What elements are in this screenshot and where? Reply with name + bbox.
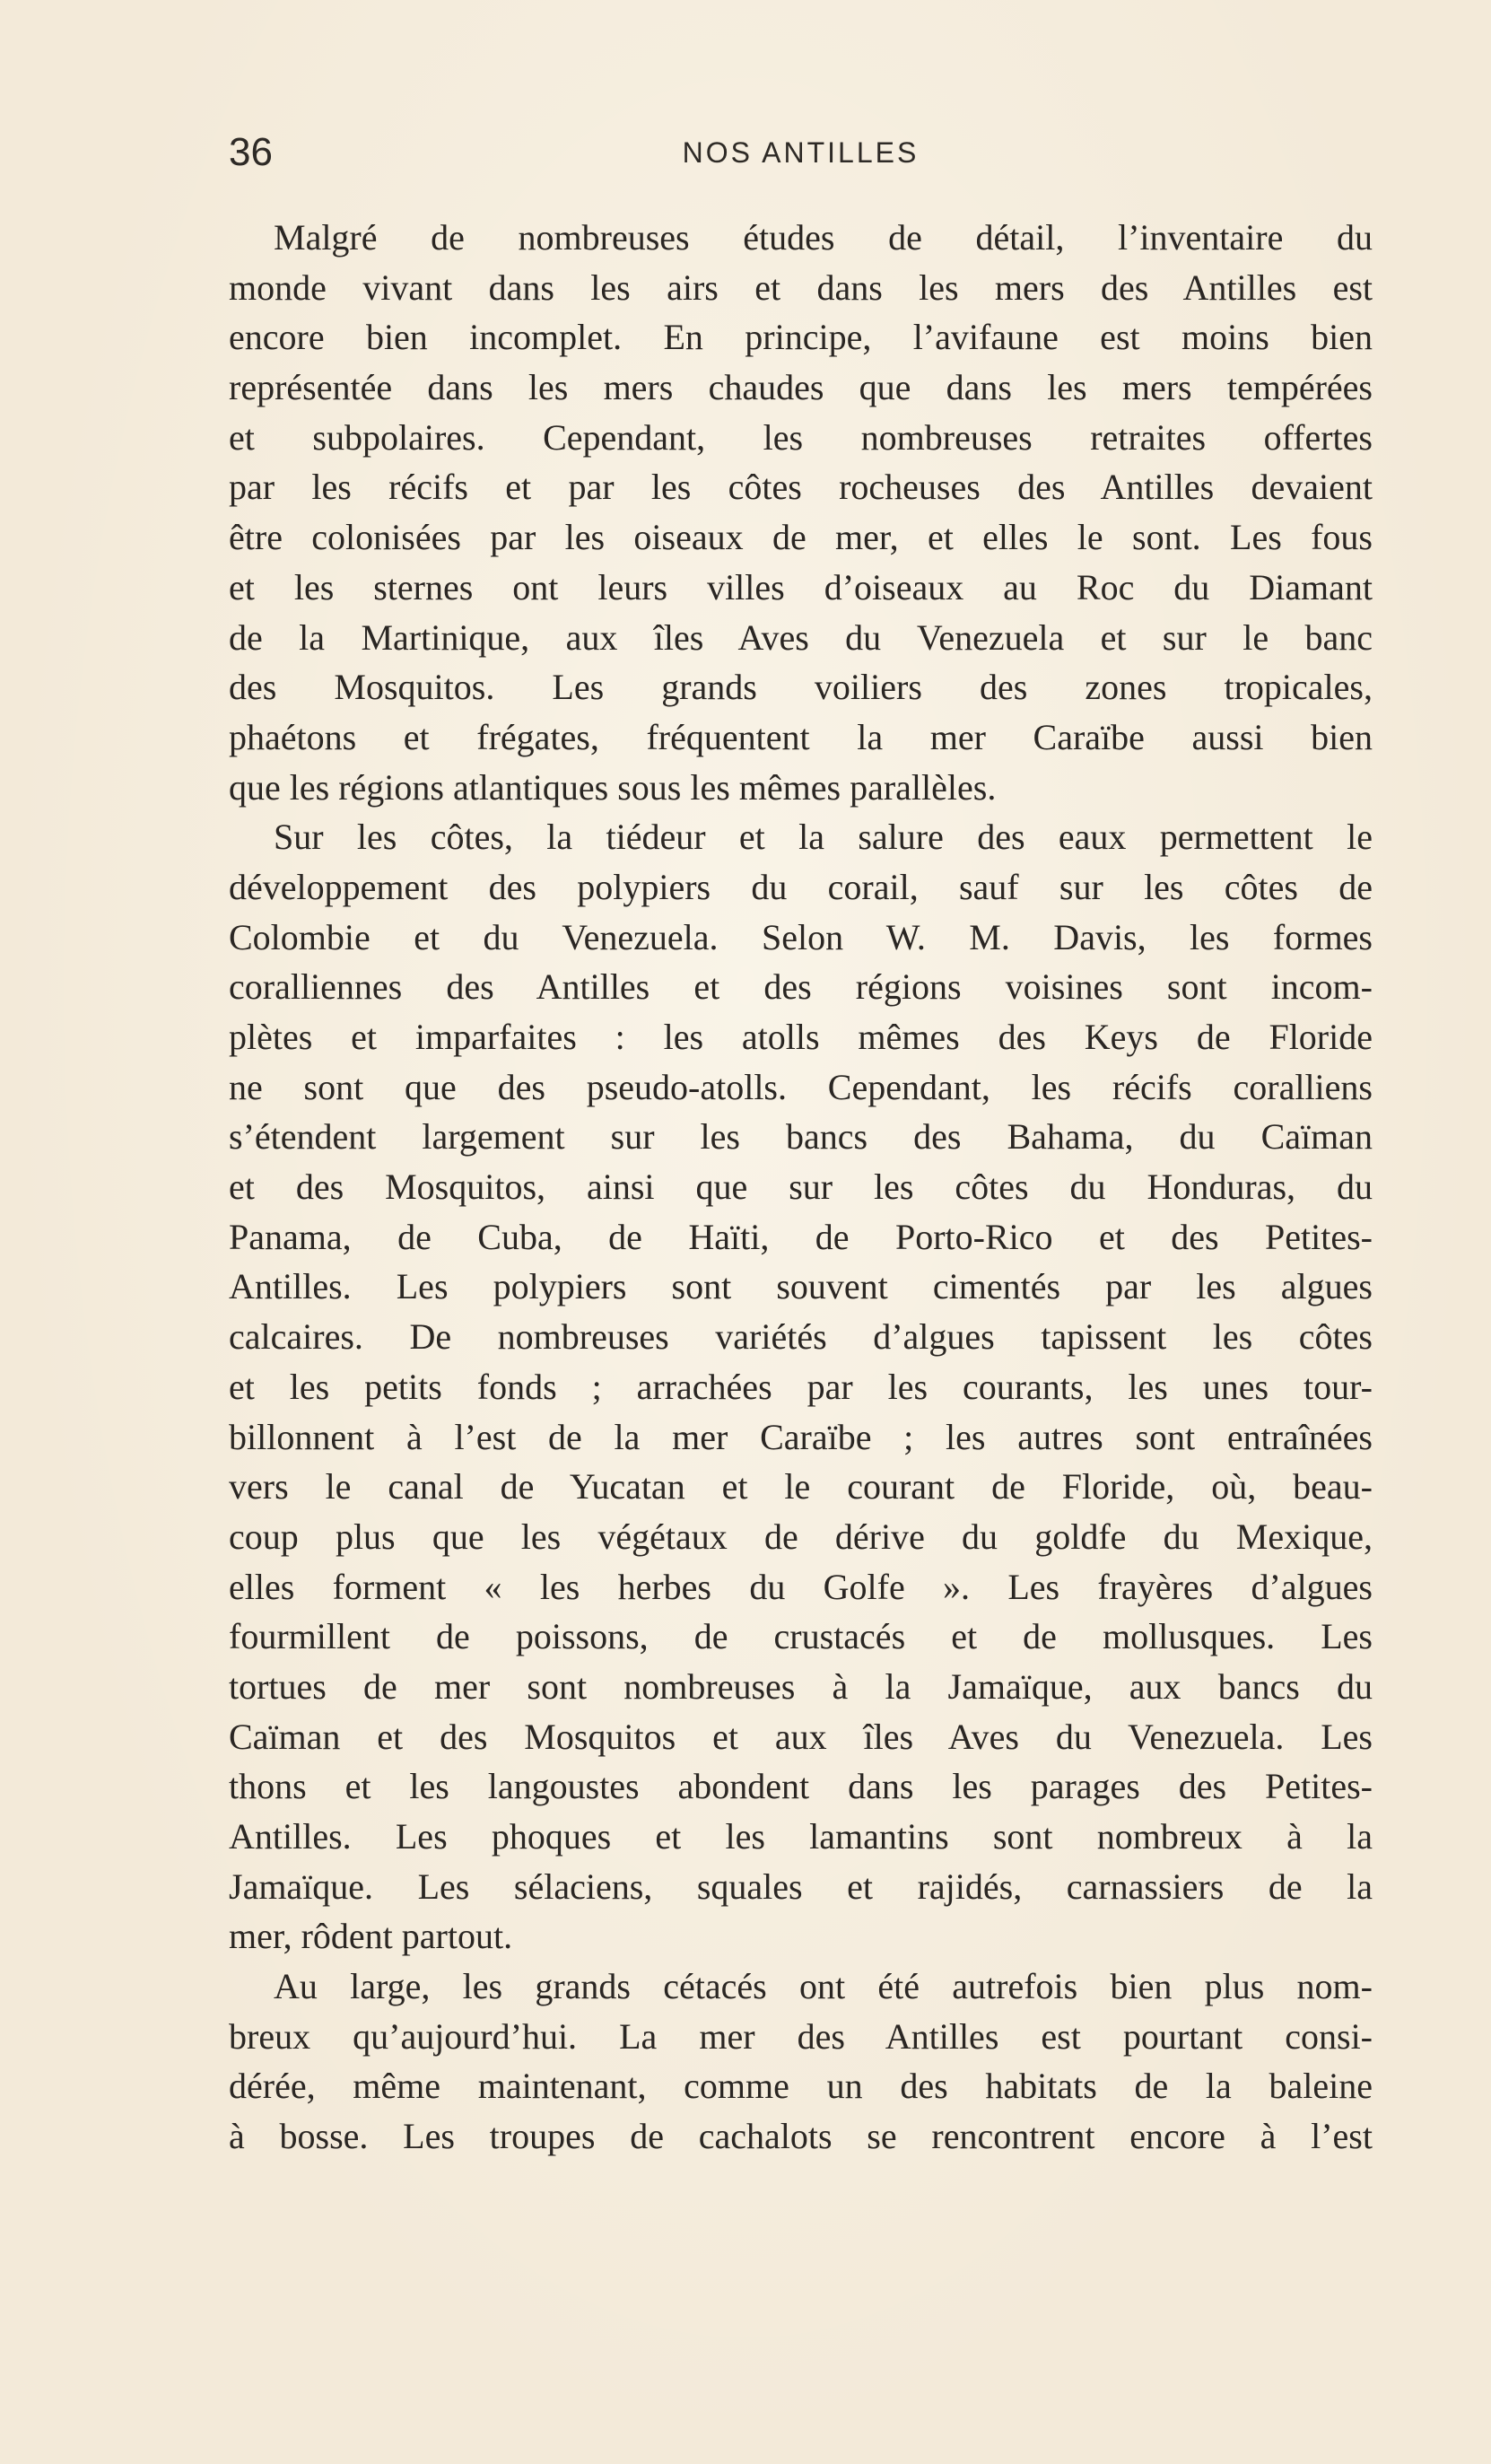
text-line: Jamaïque. Les sélaciens, squales et rajidés, carnassiers de la [229, 1865, 1373, 1907]
text-line: tortues de mer sont nombreuses à la Jamaïque, aux bancs du [229, 1665, 1373, 1707]
text-line: et les petits fonds ; arrachées par les courants, les unes tour- [229, 1366, 1373, 1407]
text-line: que les régions atlantiques sous les mêmes parallèles. [229, 766, 997, 808]
text-line: Colombie et du Venezuela. Selon W. M. Davis, les formes [229, 916, 1373, 957]
text-line: coralliennes des Antilles et des régions voisines sont incom- [229, 966, 1373, 1008]
text-line: mer, rôdent partout. [229, 1916, 513, 1957]
text-line: elles forment « les herbes du Golfe ». Les frayères d’algues [229, 1566, 1373, 1607]
text-line: coup plus que les végétaux de dérive du goldfe du Mexique, [229, 1516, 1373, 1557]
text-line: et les sternes ont leurs villes d’oiseaux au Roc du Diamant [229, 566, 1373, 607]
text-line: Au large, les grands cétacés ont été autrefois bien plus nom- [274, 1966, 1373, 2007]
text-line: à bosse. Les troupes de cachalots se rencontrent encore à l’est [229, 2116, 1373, 2157]
text-line: représentée dans les mers chaudes que dans les mers tempérées [229, 367, 1373, 408]
text-line: ne sont que des pseudo-atolls. Cependant, les récifs coralliens [229, 1066, 1373, 1107]
text-line: fourmillent de poissons, de crustacés et de mollusques. Les [229, 1616, 1373, 1657]
text-line: et des Mosquitos, ainsi que sur les côtes du Honduras, du [229, 1166, 1373, 1208]
text-line: plètes et imparfaites : les atolls mêmes des Keys de Floride [229, 1017, 1373, 1057]
text-line: vers le canal de Yucatan et le courant de Floride, où, beau- [229, 1466, 1373, 1507]
text-line: de la Martinique, aux îles Aves du Venezuela et sur le banc [229, 616, 1373, 658]
text-line: Panama, de Cuba, de Haïti, de Porto-Rico et des Petites- [229, 1216, 1373, 1257]
text-line: phaétons et frégates, fréquentent la mer Caraïbe aussi bien [229, 716, 1373, 757]
text-line: monde vivant dans les airs et dans les mers des Antilles est [229, 266, 1373, 308]
page-number: 36 [229, 130, 273, 174]
text-line: des Mosquitos. Les grands voiliers des zones tropicales, [229, 667, 1373, 708]
text-line: développement des polypiers du corail, sauf sur les côtes de [229, 866, 1373, 907]
text-line: par les récifs et par les côtes rocheuses des Antilles devaient [229, 467, 1373, 508]
text-line: être colonisées par les oiseaux de mer, et elles le sont. Les fous [229, 517, 1373, 558]
text-line: Caïman et des Mosquitos et aux îles Aves du Venezuela. Les [229, 1716, 1373, 1757]
text-line: dérée, même maintenant, comme un des habitats de la baleine [229, 2066, 1373, 2107]
text-line: breux qu’aujourd’hui. La mer des Antilles est pourtant consi- [229, 2015, 1373, 2057]
text-line: Sur les côtes, la tiédeur et la salure des eaux permettent le [274, 817, 1373, 858]
text-line: Antilles. Les phoques et les lamantins sont nombreux à la [229, 1816, 1373, 1857]
text-line: thons et les langoustes abondent dans les parages des Petites- [229, 1766, 1373, 1807]
text-line: encore bien incomplet. En principe, l’avifaune est moins bien [229, 317, 1373, 358]
body-text [229, 213, 1373, 2162]
text-line: Malgré de nombreuses études de détail, l’inventaire du [274, 217, 1373, 258]
running-title: NOS ANTILLES [682, 136, 920, 169]
text-line: s’étendent largement sur les bancs des Bahama, du Caïman [229, 1116, 1373, 1158]
text-line: billonnent à l’est de la mer Caraïbe ; les autres sont entraînées [229, 1416, 1373, 1457]
text-line: et subpolaires. Cependant, les nombreuses retraites offertes [229, 416, 1373, 458]
text-line: Antilles. Les polypiers sont souvent cimentés par les algues [229, 1266, 1373, 1307]
text-line: calcaires. De nombreuses variétés d’algues tapissent les côtes [229, 1316, 1373, 1358]
page-header [229, 126, 1373, 179]
